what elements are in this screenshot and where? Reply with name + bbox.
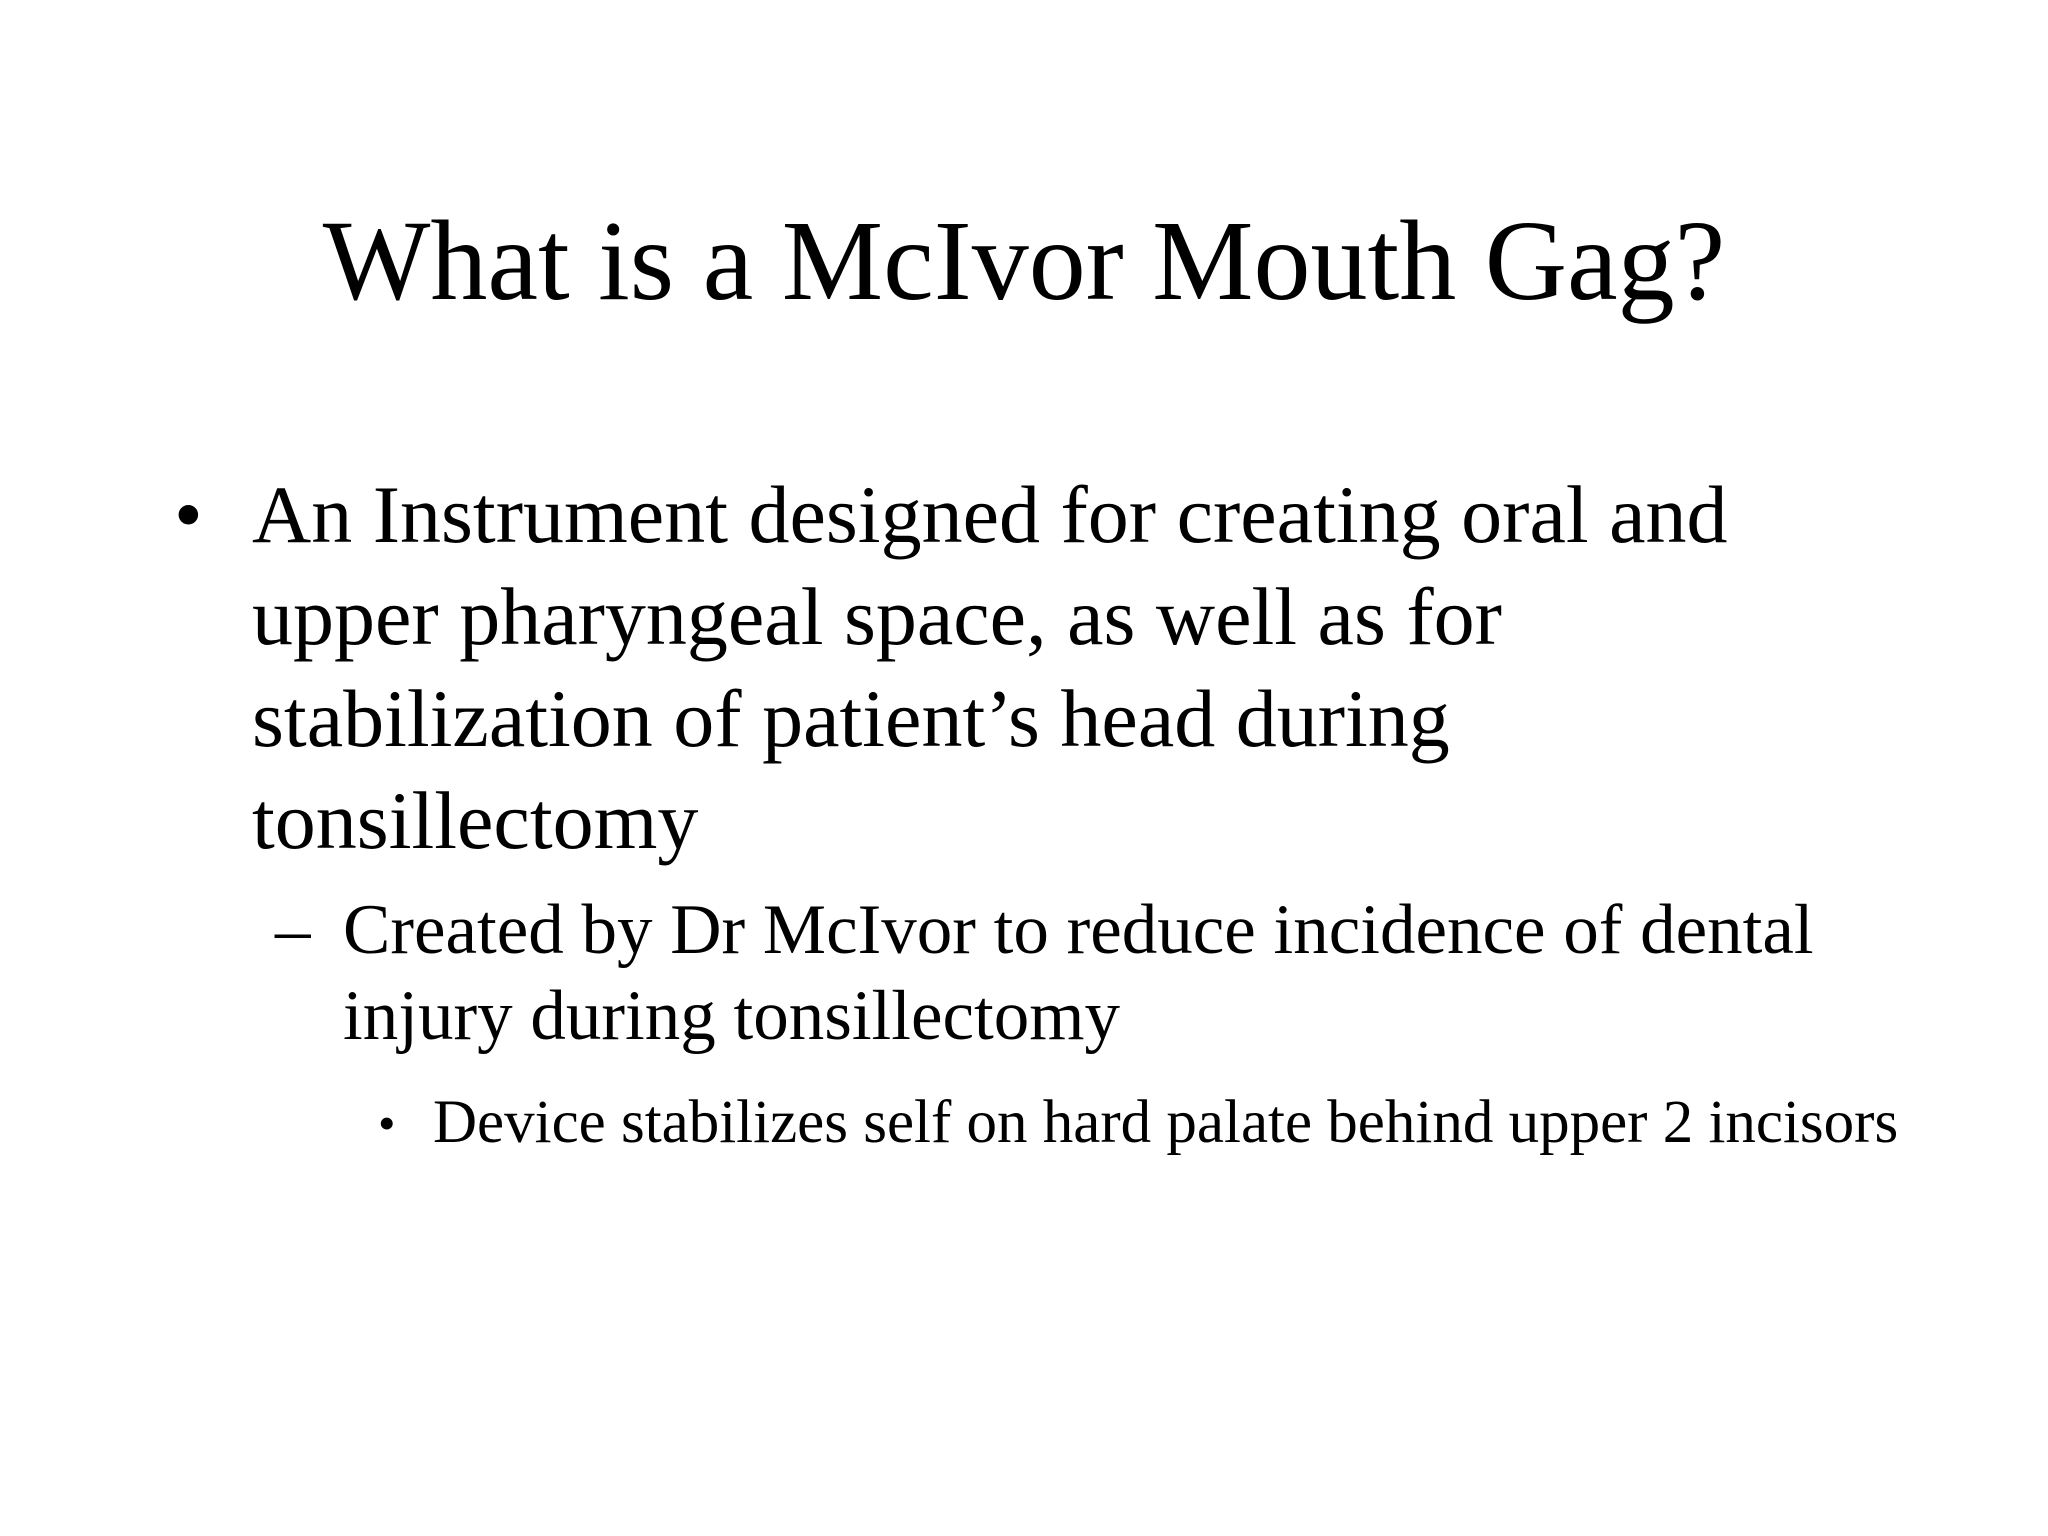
bullet-text: An Instrument designed for creating oral and upper pharyngeal space, as well as for stabilization of patient’s head during tonsillectomy: [252, 469, 1728, 866]
bullet-level-3: [378, 1086, 1903, 1160]
bullet-level-1: [174, 464, 1872, 872]
sub-bullet-text: Created by Dr McIvor to reduce incidence of dental injury during tonsillectomy: [343, 891, 1814, 1055]
dash-marker: –: [275, 891, 311, 969]
bullet-marker: •: [174, 469, 203, 560]
slide-title: What is a McIvor Mouth Gag?: [322, 197, 1726, 324]
sub-sub-bullet-text: Device stabilizes self on hard palate behind upper 2 incisors: [433, 1089, 1899, 1156]
sub-sub-bullet-marker: •: [378, 1095, 396, 1151]
bullet-level-2: [275, 887, 1903, 1059]
